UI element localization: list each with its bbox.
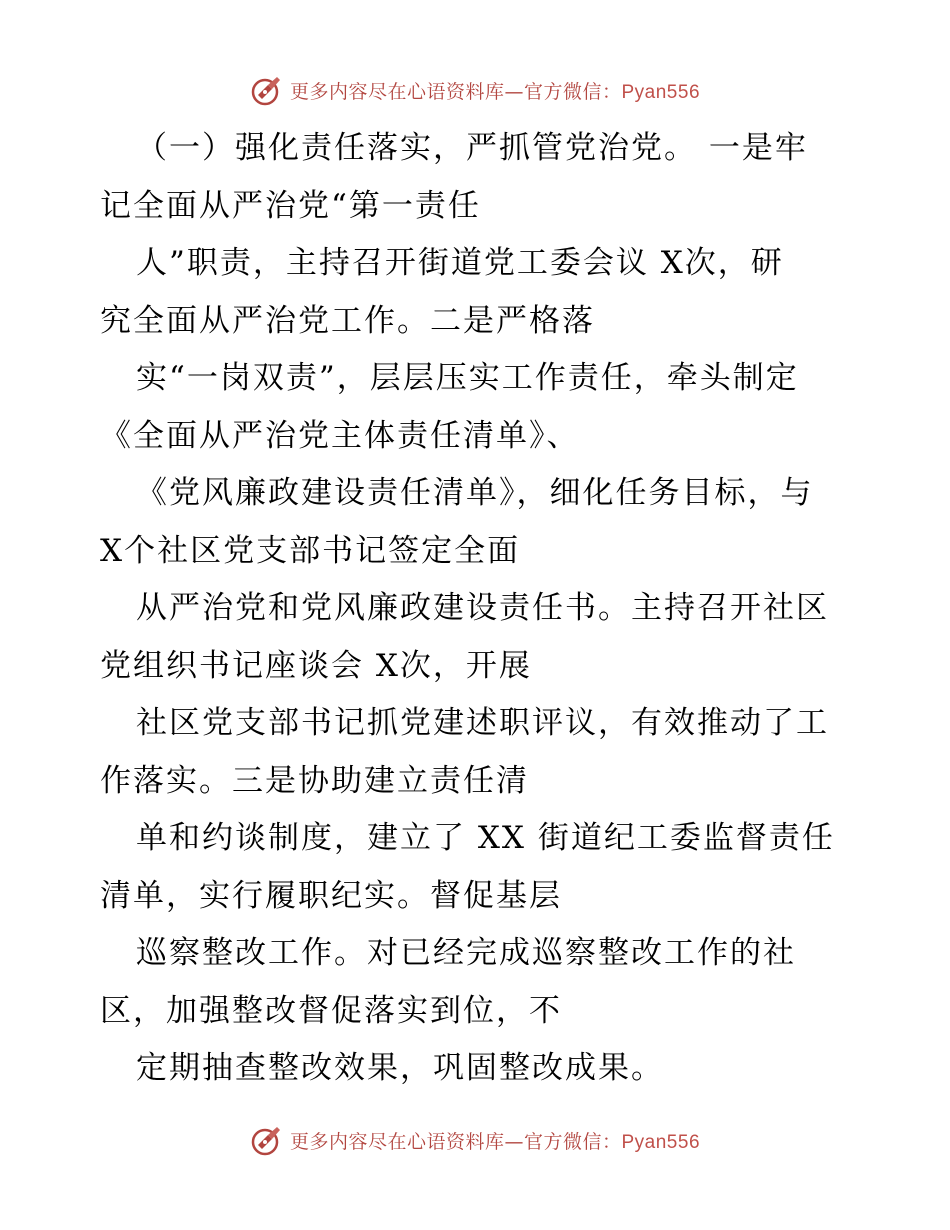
body-line: 《全面从严治党主体责任清单》、 [100, 417, 580, 454]
body-line: 区，加强整改督促落实到位，不 [100, 992, 562, 1029]
body-line: 实“一岗双责”，层层压实工作责任，牵头制定 [136, 360, 799, 396]
body-line: （一）强化责任落实，严抓管党治党。 一是牢 [136, 130, 808, 166]
footer-banner [0, 1120, 950, 1160]
body-line: 单和约谈制度，建立了 XX 街道纪工委监督责任 [136, 820, 835, 856]
body-line: 巡察整改工作。对已经完成巡察整改工作的社 [136, 935, 796, 971]
header-banner-text [290, 77, 700, 104]
body-line: 社区党支部书记抓党建述职评议，有效推动了工 [136, 705, 829, 741]
header-banner-handle: Pyan556 [621, 81, 701, 103]
body-line: 从严治党和党风廉政建设责任书。主持召开社区 [136, 590, 829, 626]
footer-banner-handle: Pyan556 [621, 1131, 701, 1153]
pen-nib-circle-logo-icon [250, 1123, 284, 1157]
body-line: 记全面从严治党“第一责任 [100, 187, 481, 224]
footer-banner-text [290, 1127, 700, 1154]
body-line: 究全面从严治党工作。二是严格落 [100, 302, 595, 339]
header-banner-label: 更多内容尽在心语资料库—官方微信： [289, 80, 622, 103]
body-line: 定期抽查整改效果，巩固整改成果。 [136, 1050, 664, 1086]
document-body [100, 120, 860, 1098]
body-line: 《党风廉政建设责任清单》，细化任务目标，与 [136, 475, 814, 511]
header-banner [0, 70, 950, 110]
body-line: X个社区党支部书记签定全面 [100, 532, 521, 569]
pen-nib-circle-logo-icon [250, 73, 284, 107]
body-line: 人”职责，主持召开街道党工委会议 X次，研 [136, 245, 784, 281]
body-line: 作落实。三是协助建立责任清 [100, 762, 529, 799]
footer-banner-label: 更多内容尽在心语资料库—官方微信： [289, 1130, 622, 1153]
body-line: 党组织书记座谈会 X次，开展 [100, 647, 532, 684]
body-line: 清单，实行履职纪实。督促基层 [100, 877, 562, 914]
